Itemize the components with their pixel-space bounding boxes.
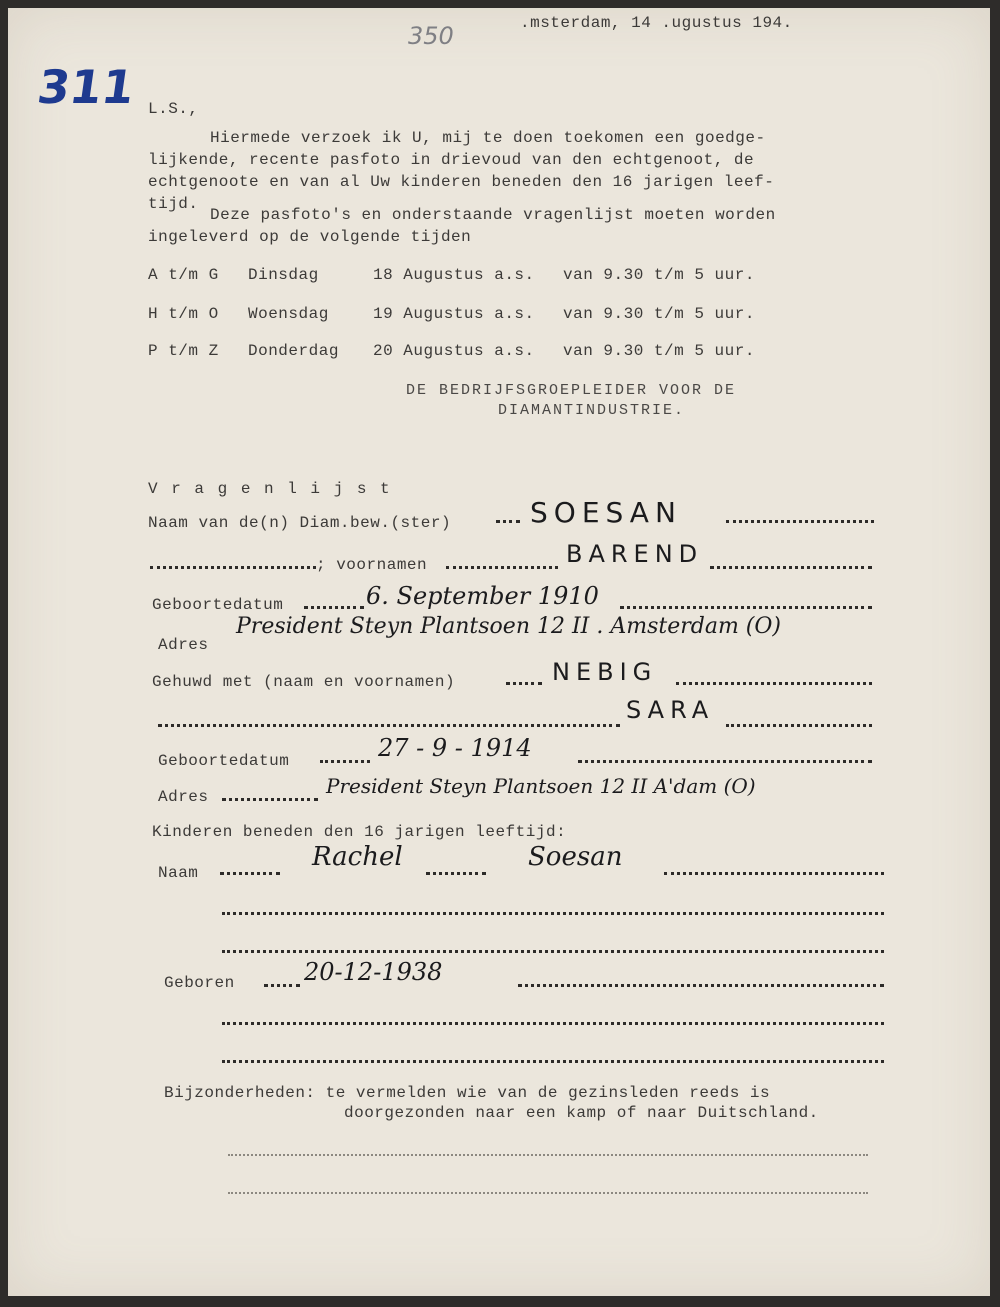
schedule-day: Dinsdag	[248, 266, 319, 284]
dotted-line	[710, 566, 872, 569]
pencil-number: 350	[408, 22, 454, 50]
label-child-born: Geboren	[164, 974, 235, 992]
salutation: L.S.,	[148, 100, 199, 118]
value-surname: SOESAN	[530, 496, 682, 529]
value-spouse-address: President Steyn Plantsoen 12 II A'dam (O)	[326, 774, 756, 798]
label-name: Naam van de(n) Diam.bew.(ster)	[148, 514, 452, 532]
schedule-date: 19 Augustus a.s.	[373, 305, 535, 323]
dotted-line	[222, 950, 884, 953]
form-title: V r a g e n l i j s t	[148, 480, 392, 498]
label-details: Bijzonderheden: te vermelden wie van de gezinsleden reeds is	[164, 1084, 771, 1102]
value-spouse-surname: NEBIG	[552, 658, 658, 686]
value-address: President Steyn Plantsoen 12 II . Amsterdam (O)	[236, 614, 781, 639]
label-child-name: Naam	[158, 864, 199, 882]
schedule-time: van 9.30 t/m 5 uur.	[563, 305, 755, 323]
dotted-line	[578, 760, 872, 763]
dotted-line	[496, 520, 520, 523]
label-firstnames: ; voornamen	[316, 556, 428, 574]
label-details-2: doorgezonden naar een kamp of naar Duitschland.	[344, 1104, 819, 1122]
dotted-line	[320, 760, 370, 763]
dotted-line	[264, 984, 300, 987]
dotted-line	[222, 1022, 884, 1025]
dotted-line	[620, 606, 872, 609]
schedule-range: H t/m O	[148, 305, 219, 323]
label-birthdate: Geboortedatum	[152, 596, 284, 614]
body-line: lijkende, recente pasfoto in drievoud van den echtgenoot, de	[148, 151, 755, 169]
schedule-time: van 9.30 t/m 5 uur.	[563, 266, 755, 284]
dotted-line	[726, 520, 874, 523]
schedule-date: 20 Augustus a.s.	[373, 342, 535, 360]
schedule-day: Donderdag	[248, 342, 339, 360]
dotted-line	[150, 566, 316, 569]
dotted-line	[222, 912, 884, 915]
body-line: tijd.	[148, 195, 199, 213]
dotted-line	[426, 872, 486, 875]
label-married: Gehuwd met (naam en voornamen)	[152, 673, 456, 691]
signature-line: DIAMANTINDUSTRIE.	[498, 402, 686, 419]
signature-line: DE BEDRIJFSGROEPLEIDER VOOR DE	[406, 382, 737, 399]
schedule-day: Woensdag	[248, 305, 329, 323]
dotted-line	[664, 872, 884, 875]
dotted-line	[228, 1154, 868, 1156]
label-children: Kinderen beneden den 16 jarigen leeftijd:	[152, 823, 567, 841]
value-birthdate: 6. September 1910	[366, 582, 599, 610]
value-spouse-firstname: SARA	[626, 696, 715, 724]
body-line: echtgenoote en van al Uw kinderen beneden den 16 jarigen leef-	[148, 173, 775, 191]
place-date: .msterdam, 14 .ugustus 194.	[520, 14, 793, 32]
dotted-line	[506, 682, 542, 685]
dotted-line	[222, 798, 318, 801]
label-spouse-address: Adres	[158, 788, 209, 806]
dotted-line	[518, 984, 884, 987]
value-firstnames: BAREND	[566, 540, 704, 568]
value-spouse-birthdate: 27 - 9 - 1914	[378, 734, 532, 762]
body-line: Deze pasfoto's en onderstaande vragenlijst moeten worden	[210, 206, 776, 224]
dotted-line	[726, 724, 872, 727]
folio-number: 311	[34, 60, 138, 114]
dotted-line	[676, 682, 872, 685]
value-child-born: 20-12-1938	[304, 958, 443, 986]
body-line: Hiermede verzoek ik U, mij te doen toekomen een goedge-	[210, 129, 766, 147]
dotted-line	[446, 566, 558, 569]
schedule-range: P t/m Z	[148, 342, 219, 360]
label-spouse-birthdate: Geboortedatum	[158, 752, 290, 770]
dotted-line	[222, 1060, 884, 1063]
document-page	[8, 8, 990, 1296]
dotted-line	[304, 606, 364, 609]
dotted-line	[158, 724, 620, 727]
dotted-line	[220, 872, 280, 875]
schedule-date: 18 Augustus a.s.	[373, 266, 535, 284]
value-child-surname: Soesan	[528, 842, 623, 872]
value-child-name: Rachel	[312, 842, 403, 872]
schedule-range: A t/m G	[148, 266, 219, 284]
dotted-line	[228, 1192, 868, 1194]
schedule-time: van 9.30 t/m 5 uur.	[563, 342, 755, 360]
label-address: Adres	[158, 636, 209, 654]
body-line: ingeleverd op de volgende tijden	[148, 228, 472, 246]
